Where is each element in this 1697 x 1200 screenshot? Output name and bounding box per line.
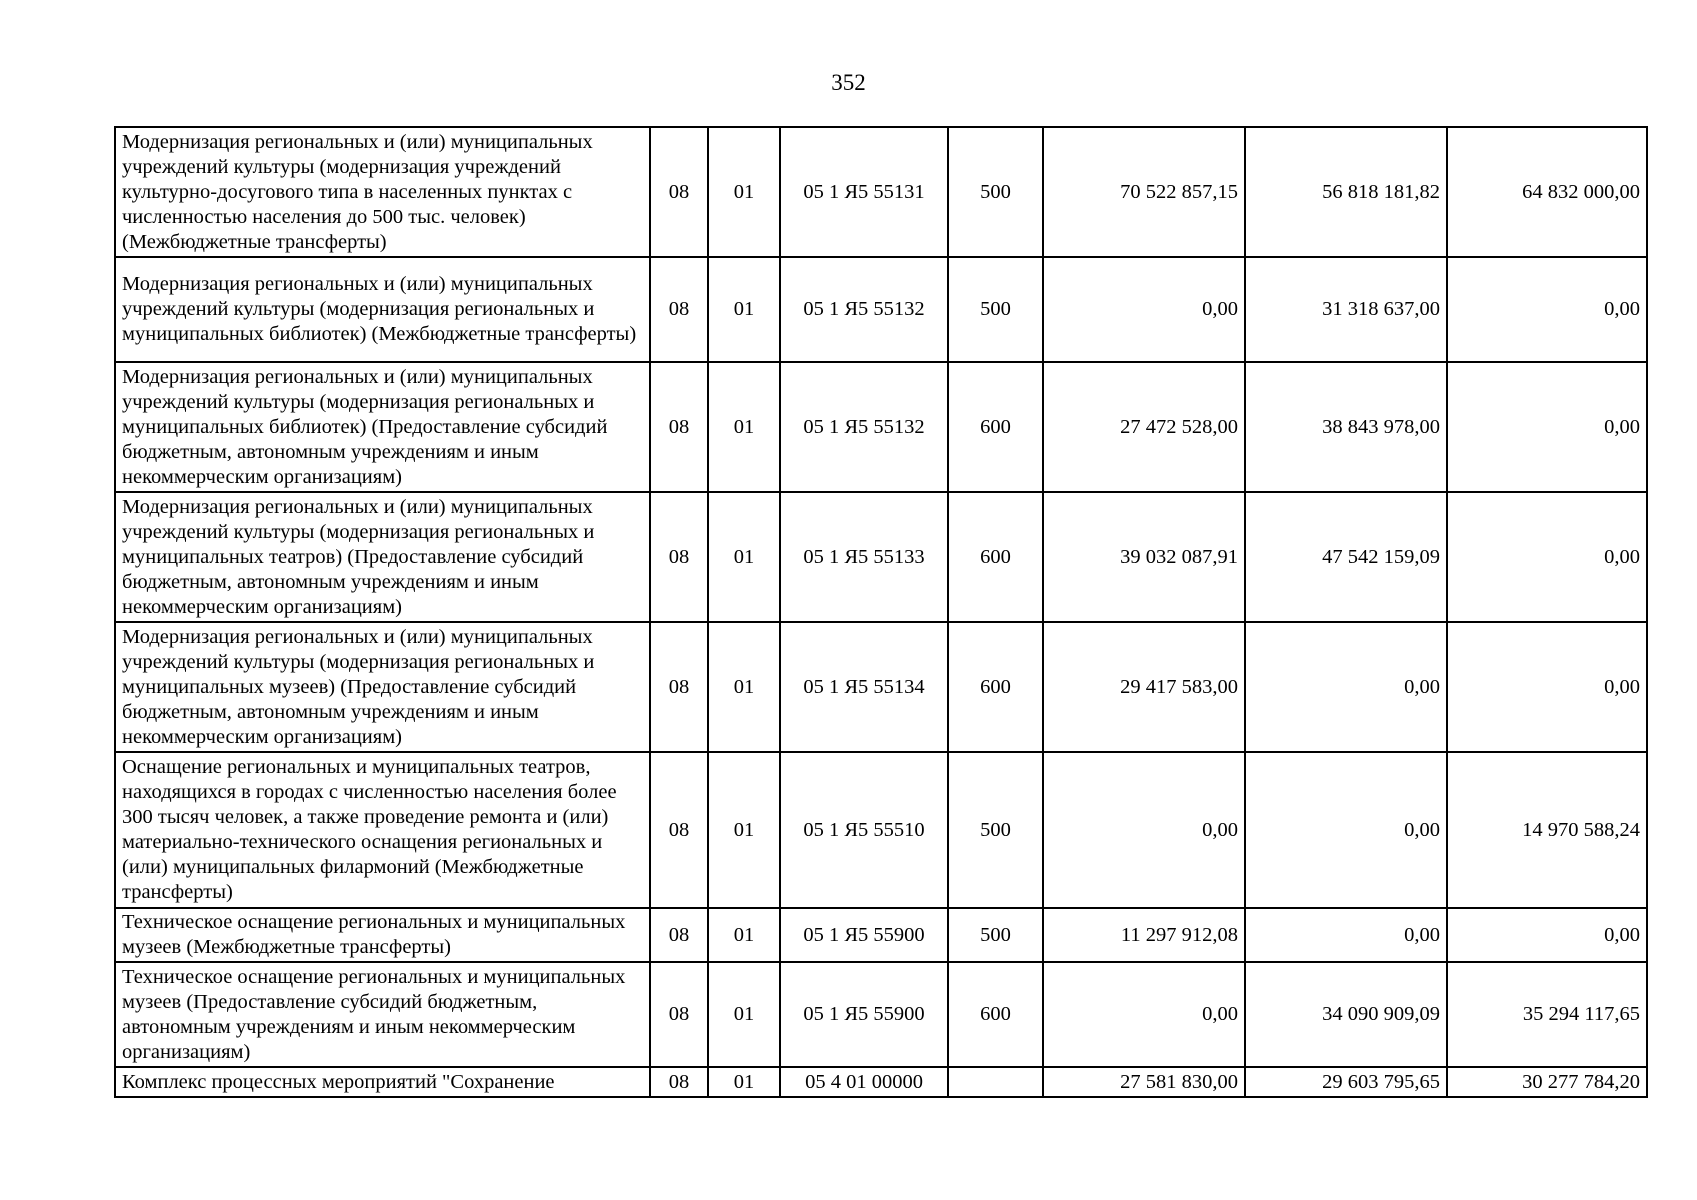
- page-number: 352: [831, 70, 866, 95]
- cell-amount-2: 0,00: [1245, 908, 1447, 962]
- cell-amount-3: 64 832 000,00: [1447, 127, 1647, 257]
- cell-amount-1: 39 032 087,91: [1043, 492, 1245, 622]
- cell-target: 05 1 Я5 55132: [780, 362, 948, 492]
- cell-target: 05 1 Я5 55132: [780, 257, 948, 362]
- cell-amount-1: 0,00: [1043, 257, 1245, 362]
- cell-expense-type: 600: [948, 962, 1043, 1067]
- cell-section: 08: [650, 962, 708, 1067]
- cell-name: Модернизация региональных и (или) муниципальных учреждений культуры (модернизация региональных и муниципальных библиотек) (Межбюджетные трансферты): [115, 257, 650, 362]
- cell-subsection: 01: [708, 1067, 780, 1097]
- cell-subsection: 01: [708, 908, 780, 962]
- cell-section: 08: [650, 622, 708, 752]
- cell-name: Техническое оснащение региональных и муниципальных музеев (Предоставление субсидий бюджетным, автономным учреждениям и иным некоммерческим организациям): [115, 962, 650, 1067]
- cell-subsection: 01: [708, 492, 780, 622]
- cell-name: Комплекс процессных мероприятий "Сохранение: [115, 1067, 650, 1097]
- cell-section: 08: [650, 752, 708, 908]
- cell-section: 08: [650, 362, 708, 492]
- cell-name: Модернизация региональных и (или) муниципальных учреждений культуры (модернизация учреждений культурно-досугового типа в населенных пунктах с численностью населения до 500 тыс. человек) (Межбюджетные трансферты): [115, 127, 650, 257]
- cell-section: 08: [650, 257, 708, 362]
- cell-amount-3: 14 970 588,24: [1447, 752, 1647, 908]
- cell-amount-1: 0,00: [1043, 752, 1245, 908]
- cell-subsection: 01: [708, 622, 780, 752]
- cell-amount-2: 31 318 637,00: [1245, 257, 1447, 362]
- table-row: [115, 962, 1647, 1067]
- cell-amount-2: 38 843 978,00: [1245, 362, 1447, 492]
- cell-target: 05 1 Я5 55134: [780, 622, 948, 752]
- table-row: [115, 1067, 1647, 1097]
- cell-section: 08: [650, 908, 708, 962]
- cell-expense-type: 500: [948, 257, 1043, 362]
- cell-amount-2: 56 818 181,82: [1245, 127, 1447, 257]
- cell-amount-3: 35 294 117,65: [1447, 962, 1647, 1067]
- cell-name: Модернизация региональных и (или) муниципальных учреждений культуры (модернизация региональных и муниципальных театров) (Предоставление субсидий бюджетным, автономным учреждениям и иным некоммерческим организациям): [115, 492, 650, 622]
- cell-expense-type: 500: [948, 908, 1043, 962]
- table-row: [115, 362, 1647, 492]
- table-row: [115, 127, 1647, 257]
- cell-section: 08: [650, 492, 708, 622]
- cell-target: 05 4 01 00000: [780, 1067, 948, 1097]
- cell-section: 08: [650, 127, 708, 257]
- cell-amount-1: 27 581 830,00: [1043, 1067, 1245, 1097]
- cell-amount-2: 0,00: [1245, 622, 1447, 752]
- cell-amount-3: 0,00: [1447, 257, 1647, 362]
- cell-name: Модернизация региональных и (или) муниципальных учреждений культуры (модернизация региональных и муниципальных библиотек) (Предоставление субсидий бюджетным, автономным учреждениям и иным некоммерческим организациям): [115, 362, 650, 492]
- cell-subsection: 01: [708, 257, 780, 362]
- cell-amount-2: 34 090 909,09: [1245, 962, 1447, 1067]
- cell-target: 05 1 Я5 55510: [780, 752, 948, 908]
- cell-amount-3: 0,00: [1447, 492, 1647, 622]
- cell-amount-3: 0,00: [1447, 908, 1647, 962]
- cell-target: 05 1 Я5 55900: [780, 908, 948, 962]
- cell-target: 05 1 Я5 55900: [780, 962, 948, 1067]
- cell-amount-1: 11 297 912,08: [1043, 908, 1245, 962]
- cell-amount-3: 0,00: [1447, 622, 1647, 752]
- cell-expense-type: 600: [948, 492, 1043, 622]
- table-row: [115, 492, 1647, 622]
- cell-amount-1: 70 522 857,15: [1043, 127, 1245, 257]
- cell-target: 05 1 Я5 55133: [780, 492, 948, 622]
- cell-amount-3: 30 277 784,20: [1447, 1067, 1647, 1097]
- table-row: [115, 752, 1647, 908]
- cell-section: 08: [650, 1067, 708, 1097]
- cell-subsection: 01: [708, 962, 780, 1067]
- cell-expense-type: 500: [948, 127, 1043, 257]
- cell-name: Модернизация региональных и (или) муниципальных учреждений культуры (модернизация региональных и муниципальных музеев) (Предоставление субсидий бюджетным, автономным учреждениям и иным некоммерческим организациям): [115, 622, 650, 752]
- cell-target: 05 1 Я5 55131: [780, 127, 948, 257]
- cell-name: Техническое оснащение региональных и муниципальных музеев (Межбюджетные трансферты): [115, 908, 650, 962]
- cell-amount-2: 0,00: [1245, 752, 1447, 908]
- table-row: [115, 257, 1647, 362]
- table-body: [115, 127, 1647, 1097]
- cell-expense-type: 600: [948, 362, 1043, 492]
- cell-expense-type: 500: [948, 752, 1043, 908]
- cell-subsection: 01: [708, 362, 780, 492]
- cell-amount-1: 29 417 583,00: [1043, 622, 1245, 752]
- cell-name: Оснащение региональных и муниципальных театров, находящихся в городах с численностью населения более 300 тысяч человек, а также проведение ремонта и (или) материально-технического оснащения региональных и (или) муниципальных филармоний (Межбюджетные трансферты): [115, 752, 650, 908]
- cell-expense-type: [948, 1067, 1043, 1097]
- cell-amount-2: 47 542 159,09: [1245, 492, 1447, 622]
- cell-amount-2: 29 603 795,65: [1245, 1067, 1447, 1097]
- table-row: [115, 622, 1647, 752]
- cell-subsection: 01: [708, 752, 780, 908]
- cell-expense-type: 600: [948, 622, 1043, 752]
- cell-subsection: 01: [708, 127, 780, 257]
- cell-amount-1: 27 472 528,00: [1043, 362, 1245, 492]
- budget-table: [114, 126, 1648, 1098]
- cell-amount-1: 0,00: [1043, 962, 1245, 1067]
- cell-amount-3: 0,00: [1447, 362, 1647, 492]
- table-row: [115, 908, 1647, 962]
